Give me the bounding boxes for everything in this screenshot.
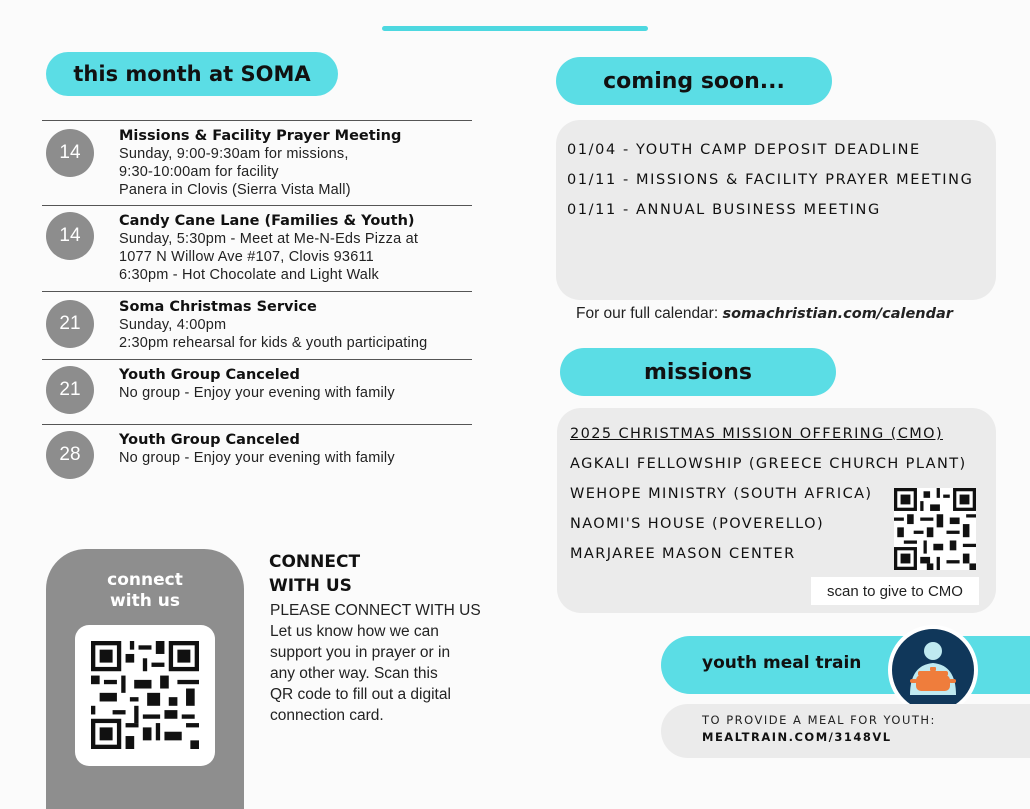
event-title: Youth Group Canceled bbox=[119, 367, 300, 383]
connect-heading bbox=[269, 550, 360, 598]
event-row bbox=[42, 359, 472, 424]
event-detail: 1077 N Willow Ave #107, Clovis 93611 bbox=[119, 249, 374, 265]
scan-to-give-note: scan to give to CMO bbox=[811, 577, 979, 605]
coming-soon-list bbox=[567, 142, 973, 232]
connect-body-line: support you in prayer or in bbox=[270, 644, 451, 661]
event-day-badge: 14 bbox=[46, 212, 94, 260]
event-detail: 6:30pm - Hot Chocolate and Light Walk bbox=[119, 267, 379, 283]
list-item: WEHOPE MINISTRY (SOUTH AFRICA) bbox=[570, 486, 873, 502]
event-detail: No group - Enjoy your evening with family bbox=[119, 385, 395, 401]
connect-title-line: with us bbox=[110, 591, 180, 611]
event-day-badge: 28 bbox=[46, 431, 94, 479]
event-title: Missions & Facility Prayer Meeting bbox=[119, 128, 402, 144]
connect-body-line: any other way. Scan this bbox=[270, 665, 438, 682]
calendar-note bbox=[576, 305, 953, 323]
coming-soon-heading: coming soon... bbox=[556, 57, 832, 105]
connect-body bbox=[270, 600, 490, 726]
event-detail: No group - Enjoy your evening with family bbox=[119, 450, 395, 466]
event-day-badge: 21 bbox=[46, 366, 94, 414]
connect-body-line: PLEASE CONNECT WITH US bbox=[270, 602, 481, 619]
connect-body-line: Let us know how we can bbox=[270, 623, 439, 640]
connect-body-line: QR code to fill out a digital bbox=[270, 686, 451, 703]
list-item: 01/04 - YOUTH CAMP DEPOSIT DEADLINE bbox=[567, 142, 921, 158]
list-item: NAOMI'S HOUSE (POVERELLO) bbox=[570, 516, 825, 532]
event-row bbox=[42, 120, 472, 205]
event-detail: 9:30-10:00am for facility bbox=[119, 164, 279, 180]
event-row bbox=[42, 291, 472, 360]
list-item: 01/11 - MISSIONS & FACILITY PRAYER MEETING bbox=[567, 172, 974, 188]
event-title: Youth Group Canceled bbox=[119, 432, 300, 448]
list-item: MARJAREE MASON CENTER bbox=[570, 546, 796, 562]
event-row bbox=[42, 205, 472, 292]
connect-panel-title bbox=[46, 570, 244, 612]
meal-train-icon bbox=[888, 625, 978, 715]
event-detail: Panera in Clovis (Sierra Vista Mall) bbox=[119, 182, 351, 198]
event-row bbox=[42, 424, 472, 489]
list-item: 01/11 - ANNUAL BUSINESS MEETING bbox=[567, 202, 881, 218]
event-day-badge: 21 bbox=[46, 300, 94, 348]
meal-train-link[interactable]: MEALTRAIN.COM/3148VL bbox=[702, 730, 892, 744]
calendar-prefix: For our full calendar: bbox=[576, 305, 723, 322]
top-divider bbox=[382, 26, 648, 31]
connect-heading-line: WITH US bbox=[269, 576, 352, 596]
event-title: Candy Cane Lane (Families & Youth) bbox=[119, 213, 415, 229]
cmo-qr-code[interactable] bbox=[894, 488, 976, 570]
missions-heading: missions bbox=[560, 348, 836, 396]
connect-body-line: connection card. bbox=[270, 707, 384, 724]
this-month-heading: this month at SOMA bbox=[46, 52, 338, 96]
event-detail: Sunday, 4:00pm bbox=[119, 317, 227, 333]
meal-train-instruction: TO PROVIDE A MEAL FOR YOUTH: bbox=[702, 713, 936, 727]
meal-train-title: youth meal train bbox=[702, 653, 862, 673]
calendar-link[interactable]: somachristian.com/calendar bbox=[722, 306, 953, 322]
event-detail: 2:30pm rehearsal for kids & youth participating bbox=[119, 335, 428, 351]
event-detail: Sunday, 9:00-9:30am for missions, bbox=[119, 146, 349, 162]
connect-title-line: connect bbox=[107, 570, 183, 590]
connect-heading-line: CONNECT bbox=[269, 552, 361, 572]
event-day-badge: 14 bbox=[46, 129, 94, 177]
event-detail: Sunday, 5:30pm - Meet at Me-N-Eds Pizza at bbox=[119, 231, 419, 247]
event-title: Soma Christmas Service bbox=[119, 299, 317, 315]
connect-qr-code[interactable] bbox=[91, 641, 199, 749]
list-item: 2025 CHRISTMAS MISSION OFFERING (CMO) bbox=[570, 426, 943, 442]
list-item: AGKALI FELLOWSHIP (GREECE CHURCH PLANT) bbox=[570, 456, 967, 472]
